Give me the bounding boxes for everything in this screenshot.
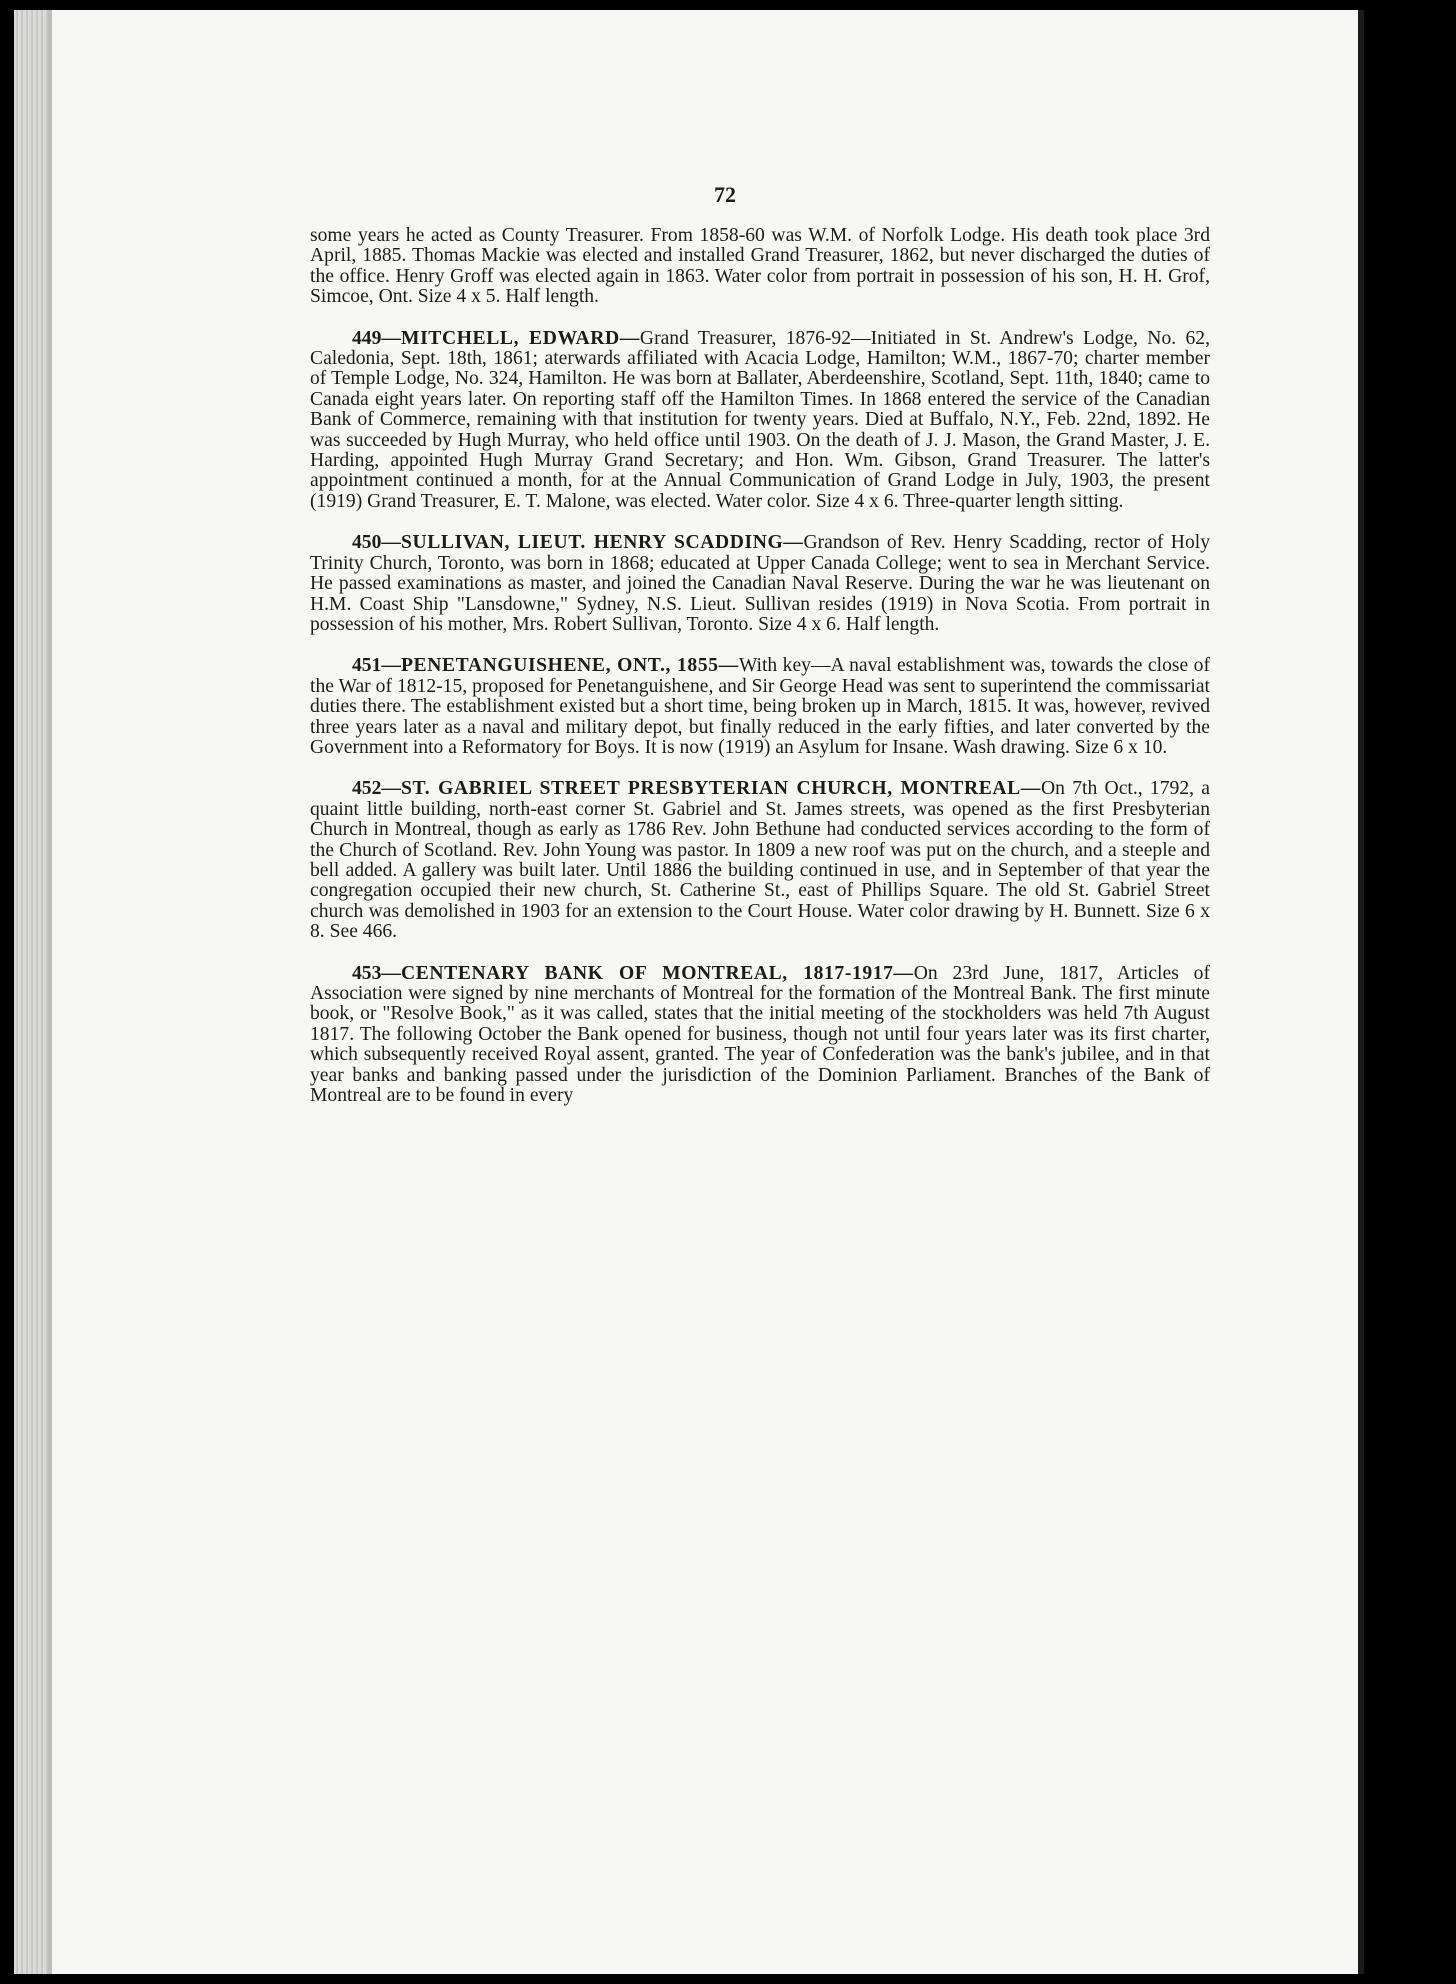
entry-452 <box>310 779 1210 942</box>
entry-number: 450— <box>352 532 401 554</box>
entry-heading: CENTENARY BANK OF MONTREAL, 1817-1917— <box>400 962 914 984</box>
entry-heading: ST. GABRIEL STREET PRESBYTERIAN CHURCH, MONTREAL— <box>400 778 1041 800</box>
entry-body: Grandson of Rev. Henry Scadding, rector of Holy Trinity Church, Toronto, was born in 1868; educated at Upper Canada College; went to sea in Merchant Service. He passed examinations as master, and joined the Canadian Naval Reserve. During the war he was lieutenant on H.M. Coast Ship "Lansdowne," Sydney, N.S. Lieut. Sullivan resides (1919) in Nova Scotia. From portrait in possession of his mother, Mrs. Robert Sullivan, Toronto. Size 4 x 6. Half length. <box>310 532 1210 635</box>
continuation-paragraph: some years he acted as County Treasurer. From 1858-60 was W.M. of Norfolk Lodge. His death took place 3rd April, 1885. Thomas Mackie was elected and installed Grand Treasurer, 1862, but never discharged the duties of the office. Henry Groff was elected again in 1863. Water color from portrait in possession of his son, H. H. Grof, Simcoe, Ont. Size 4 x 5. Half length. <box>310 225 1210 308</box>
entry-number: 449— <box>352 327 401 349</box>
entry-body: On 7th Oct., 1792, a quaint little building, north-east corner St. Gabriel and St. James streets, was opened as the first Presbyterian Church in Montreal, though as early as 1786 Rev. John Bethune had conducted services according to the form of the Church of Scotland. Rev. John Young was pastor. In 1809 a new roof was put on the church, and a steeple and bell added. A gallery was built later. Until 1886 the building continued in use, and in September of that year the congregation occupied their new church, St. Catherine St., east of Phillips Square. The old St. Gabriel Street church was demolished in 1903 for an extension to the Court House. Water color drawing by H. Bunnett. Size 6 x 8. See 466. <box>310 778 1210 943</box>
entry-body: On 23rd June, 1817, Articles of Association were signed by nine merchants of Montreal for the formation of the Montreal Bank. The first minute book, or "Resolve Book," as it was called, states that the initial meeting of the stockholders was held 7th August 1817. The following October the Bank opened for business, though not until four years later was its first charter, which subsequently received Royal assent, granted. The year of Confederation was the bank's jubilee, and in that year banks and banking passed under the jurisdiction of the Dominion Parliament. Branches of the Bank of Montreal are to be found in every <box>310 962 1210 1107</box>
entry-number: 452— <box>352 778 401 800</box>
page-binding-edge <box>14 10 48 1974</box>
entry-heading: PENETANGUISHENE, ONT., 1855— <box>400 655 739 677</box>
page-number: 72 <box>714 182 736 207</box>
text-column <box>310 226 1210 1127</box>
entry-body: With key—A naval establishment was, towards the close of the War of 1812-15, proposed for Penetanguishene, and Sir George Head was sent to superintend the commissariat duties there. The establishment existed but a short time, being broken up in March, 1815. It was, however, revived three years later as a naval and military depot, but finally reduced in the early fifties, and later converted by the Government into a Reformatory for Boys. It is now (1919) an Asylum for Insane. Wash drawing. Size 6 x 10. <box>310 655 1210 758</box>
entry-number: 451— <box>352 655 401 677</box>
entry-450 <box>310 533 1210 635</box>
entry-number: 453— <box>352 962 401 984</box>
page-right-edge <box>1358 10 1364 1974</box>
entry-heading: SULLIVAN, LIEUT. HENRY SCADDING— <box>400 532 804 554</box>
entry-449 <box>310 329 1210 513</box>
entry-heading: MITCHELL, EDWARD— <box>400 327 640 349</box>
entry-body: Grand Treasurer, 1876-92—Initiated in St. Andrew's Lodge, No. 62, Caledonia, Sept. 18th, 1861; aterwards affiliated with Acacia Lodge, Hamilton; W.M., 1867-70; charter member of Temple Lodge, No. 324, Hamilton. He was born at Ballater, Aberdeenshire, Scotland, Sept. 11th, 1840; came to Canada eight years later. On reporting staff off the Hamilton Times. In 1868 entered the service of the Canadian Bank of Commerce, remaining with that institution for twenty years. Died at Buffalo, N.Y., Feb. 22nd, 1892. He was succeeded by Hugh Murray, who held office until 1903. On the death of J. J. Mason, the Grand Master, J. E. Harding, appointed Hugh Murray Grand Secretary; and Hon. Wm. Gibson, Grand Treasurer. The latter's appointment continued a month, for at the Annual Communication of Grand Lodge in July, 1903, the present (1919) Grand Treasurer, E. T. Malone, was elected. Water color. Size 4 x 6. Three-quarter length sitting. <box>310 327 1211 512</box>
entry-453 <box>310 964 1210 1107</box>
entry-451 <box>310 656 1210 758</box>
